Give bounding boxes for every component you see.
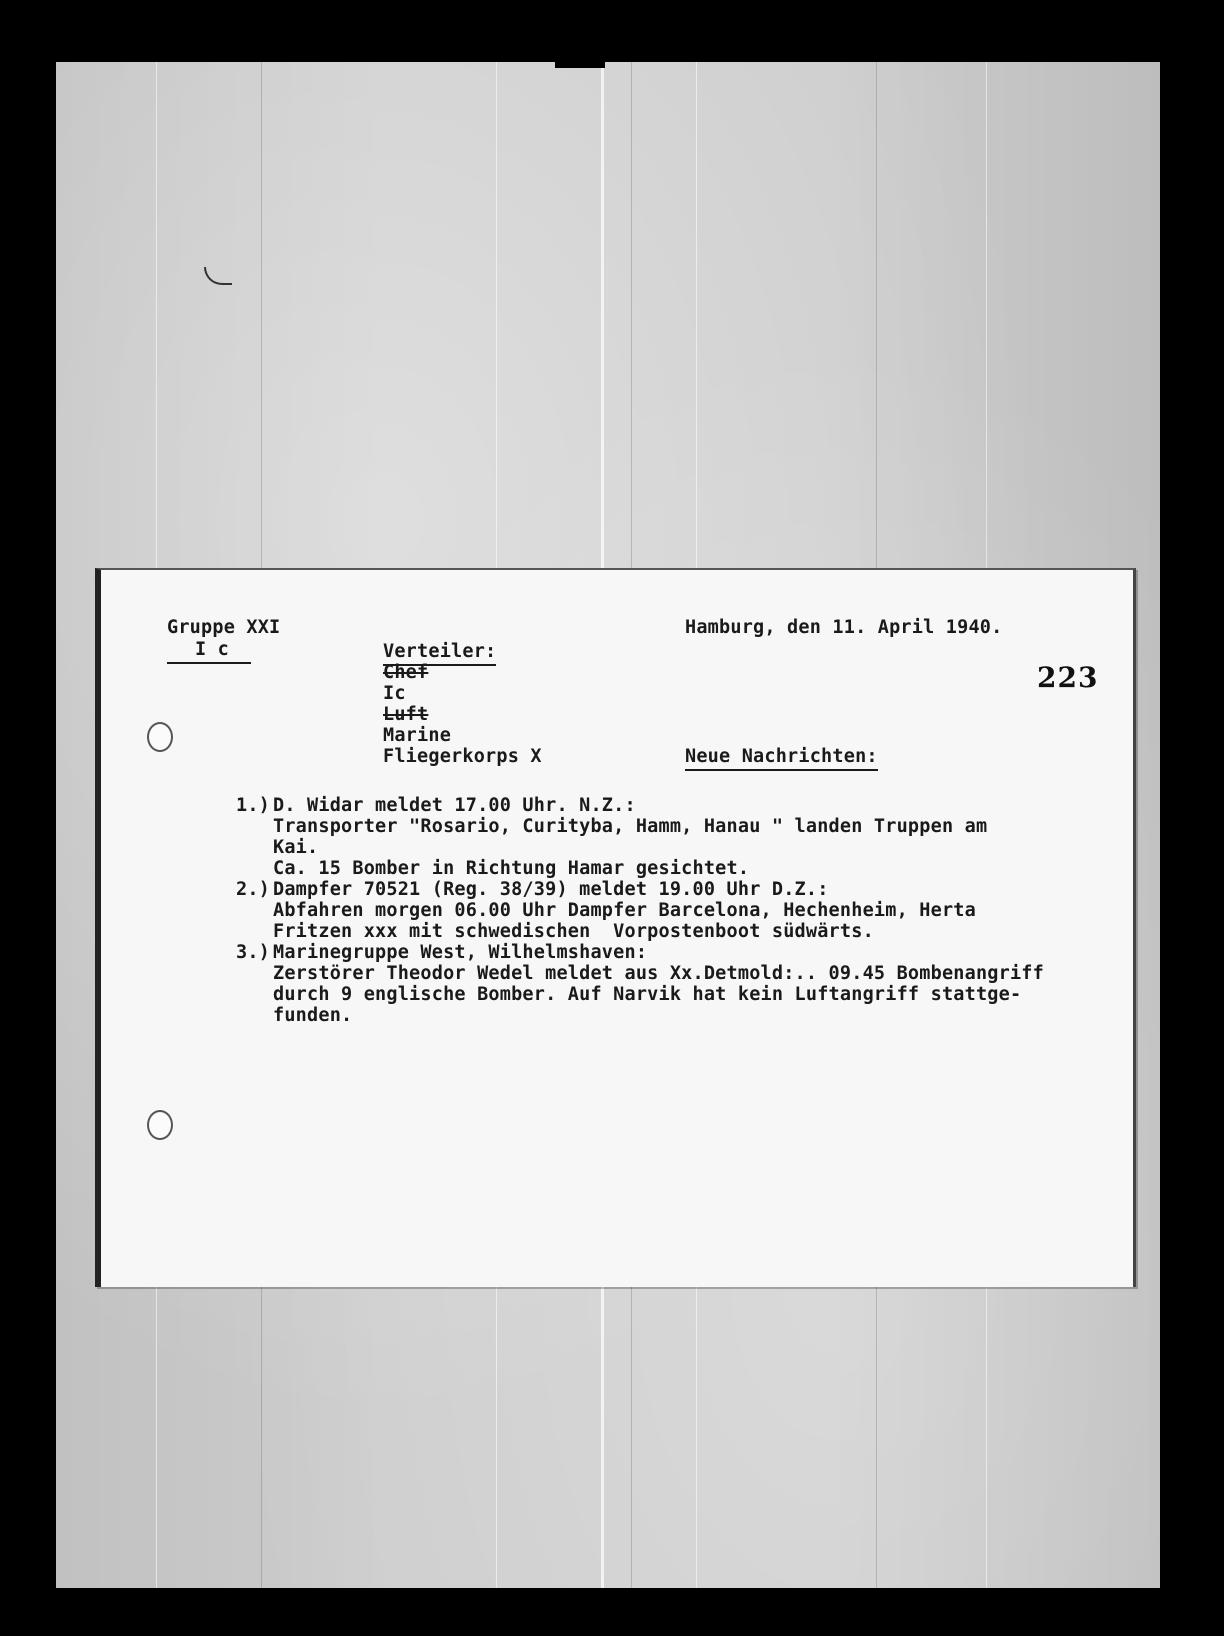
- item-line: Zerstörer Theodor Wedel meldet aus Xx.Detmold:.. 09.45 Bombenangriff: [273, 963, 1044, 984]
- item-line: Transporter "Rosario, Curityba, Hamm, Hanau " landen Truppen am: [273, 816, 988, 837]
- item-number: 3.): [236, 942, 271, 963]
- place-date: Hamburg, den 11. April 1940.: [685, 617, 1003, 638]
- item-number: 1.): [236, 795, 271, 816]
- news-title: Neue Nachrichten:: [685, 746, 878, 771]
- pen-mark: [204, 267, 232, 285]
- distribution-ic: Ic: [383, 683, 406, 704]
- punch-hole: [147, 1110, 173, 1140]
- distribution-label: Verteiler:: [383, 641, 496, 666]
- item-line: funden.: [273, 1005, 353, 1026]
- item-line: D. Widar meldet 17.00 Uhr. N.Z.:: [273, 795, 636, 816]
- typed-message-card: [95, 568, 1136, 1287]
- distribution-fliegerkorps: Fliegerkorps X: [383, 746, 542, 767]
- item-line: Fritzen xxx mit schwedischen Vorpostenboot südwärts.: [273, 921, 874, 942]
- distribution-chef: Chef: [383, 662, 429, 683]
- unit-label: Gruppe XXI: [167, 617, 281, 638]
- page-number: 223: [1037, 661, 1099, 694]
- section-label: I c: [167, 639, 251, 664]
- frame-notch: [555, 62, 605, 68]
- item-number: 2.): [236, 879, 271, 900]
- item-line: Abfahren morgen 06.00 Uhr Dampfer Barcelona, Hechenheim, Herta: [273, 900, 976, 921]
- distribution-marine: Marine: [383, 725, 452, 746]
- distribution-luft: Luft: [383, 704, 429, 725]
- item-line: Marinegruppe West, Wilhelmshaven:: [273, 942, 648, 963]
- item-line: Dampfer 70521 (Reg. 38/39) meldet 19.00 Uhr D.Z.:: [273, 879, 829, 900]
- item-line: Ca. 15 Bomber in Richtung Hamar gesichtet.: [273, 858, 750, 879]
- item-line: durch 9 englische Bomber. Auf Narvik hat kein Luftangriff stattge-: [273, 984, 1022, 1005]
- punch-hole: [147, 722, 173, 752]
- item-line: Kai.: [273, 837, 319, 858]
